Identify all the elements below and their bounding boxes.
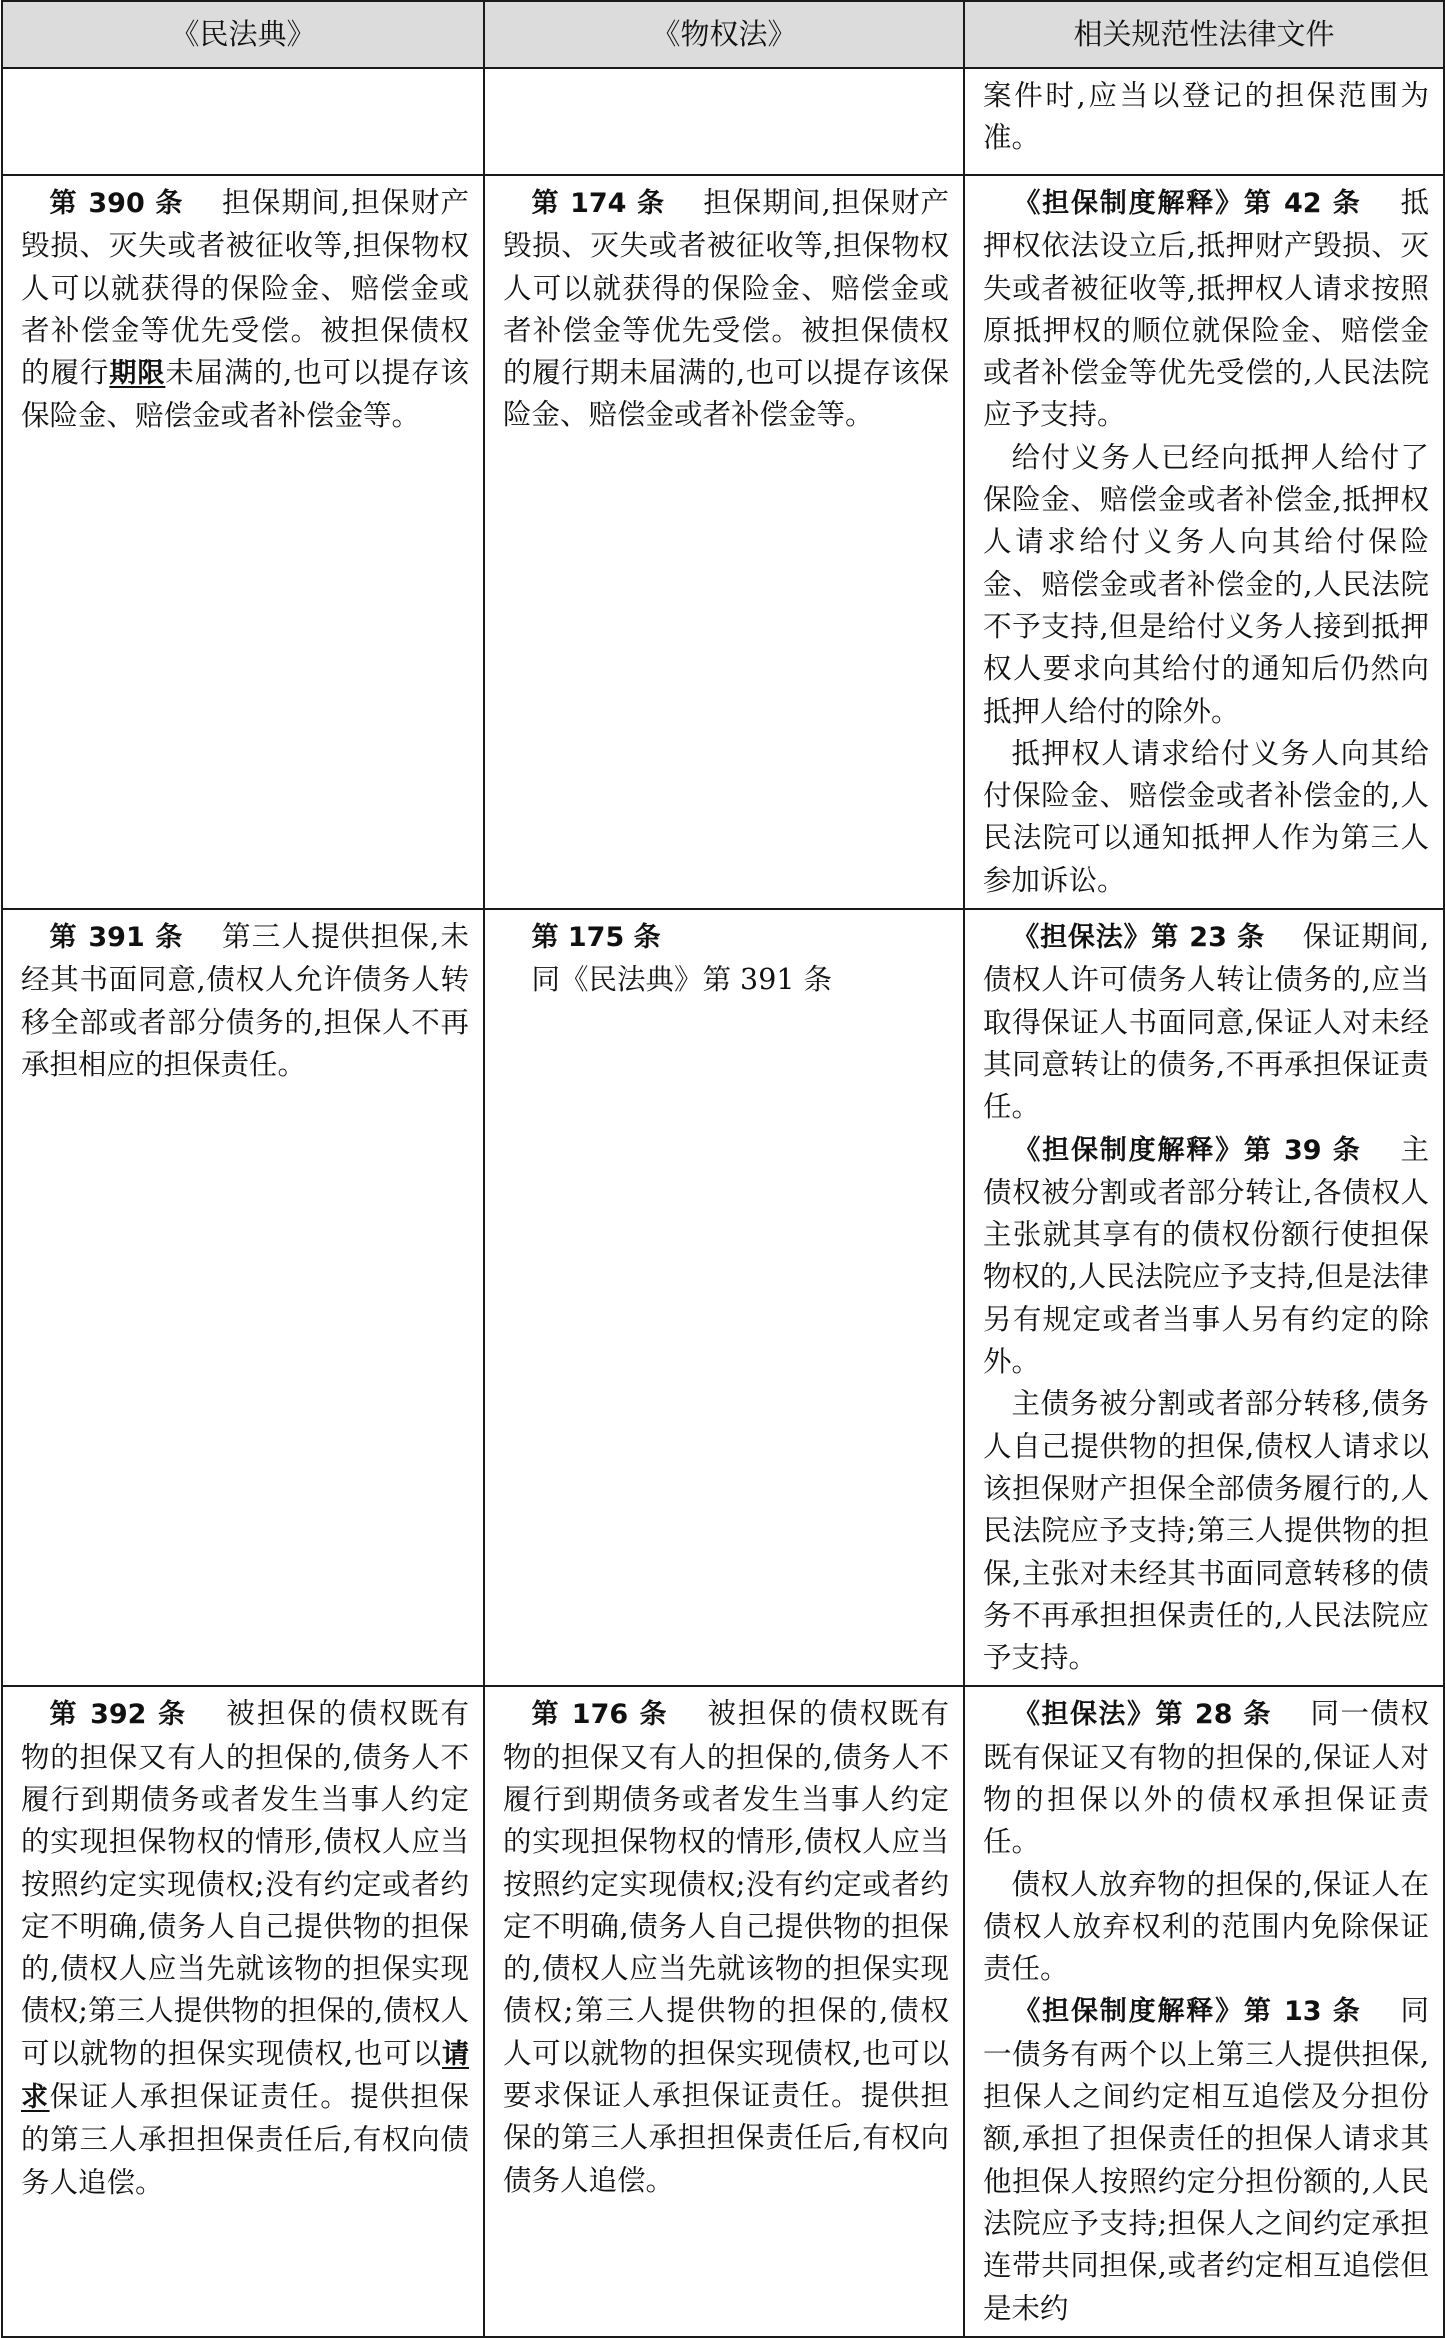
civil-code-cell [2,909,484,1686]
related-text: 保证期间,债权人许可债务人转让债务的,应当取得保证人书面同意,保证人对未经其同意转让的债务,不再承担保证责任。 [983,920,1430,1124]
article-text: 担保期间,担保财产毁损、灭失或者被征收等,担保物权人可以就获得的保险金、赔偿金或者补偿金等优先受偿。被担保债权的履行期未届满的,也可以提存该保险金、赔偿金或者补偿金等。 [503,186,949,432]
article-text: 被担保的债权既有物的担保又有人的担保的,债务人不履行到期债务或者发生当事人约定的实现担保物权的情形,债权人应当按照约定实现债权;没有约定或者约定不明确,债务人自己提供物的担保的,债权人应当先就该物的担保实现债权;第三人提供物的担保的,债权人可以就物的担保实现债权,也可以要求保证人承担保证责任。提供担保的第三人承担担保责任后,有权向债务人追偿。 [503,1697,949,2197]
property-law-cell [484,175,964,909]
header-related-documents: 相关规范性法律文件 [964,1,1444,68]
emphasized-term: 请求 [21,2038,469,2114]
article-number: 第 390 条 [49,188,184,219]
emphasized-term: 期限 [109,358,166,390]
related-documents-cell [964,68,1444,175]
related-article: 《担保法》第 28 条 [1011,1699,1272,1731]
related-text: 同一债权既有保证又有物的担保的,保证人对物的担保以外的债权承担保证责任。 [983,1697,1429,1859]
related-article: 《担保法》第 23 条 [1011,922,1265,954]
table-row [2,1686,1444,2336]
related-text: 给付义务人已经向抵押人给付了保险金、赔偿金或者补偿金,抵押权人请求给付义务人向其给付保险金、赔偿金或者补偿金的,人民法院不予支持,但是给付义务人接到抵押权人要求向其给付的通知后仍然向抵押人给付的除外。 [983,440,1429,728]
related-text: 主债权被分割或者部分转让,各债权人主张就其享有的债权份额行使担保物权的,人民法院应予支持,但是法律另有规定或者当事人另有约定的除外。 [983,1132,1429,1379]
related-article: 《担保制度解释》第 13 条 [1011,1996,1362,2028]
property-law-cell [484,909,964,1686]
civil-code-cell [2,175,484,909]
property-law-cell [484,68,964,175]
related-article: 《担保制度解释》第 39 条 [1011,1134,1362,1166]
related-text: 主债务被分割或者部分转移,债务人自己提供物的担保,债权人请求以该担保财产担保全部债务履行的,人民法院应予支持;第三人提供物的担保,主张对未经其书面同意转移的债务不再承担担保责任的,人民法院应予支持。 [983,1387,1429,1675]
article-number: 第 175 条 [531,922,661,954]
article-number: 第 174 条 [531,188,666,219]
article-text: 同《民法典》第 391 条 [531,963,833,997]
article-text: 未届满的,也可以提存该保险金、赔偿金或者补偿金等。 [21,356,470,433]
header-property-law: 《物权法》 [484,1,964,68]
table-row [2,909,1444,1686]
article-number: 第 392 条 [49,1699,188,1731]
article-text: 被担保的债权既有物的担保又有人的担保的,债务人不履行到期债务或者发生当事人约定的实现担保物权的情形,债权人应当按照约定实现债权;没有约定或者约定不明确,债务人自己提供物的担保的,债权人应当先就该物的担保实现债权;第三人提供物的担保的,债权人可以就物的担保实现债权,也可以 [21,1697,469,2070]
civil-code-cell [2,68,484,175]
related-text: 案件时,应当以登记的担保范围为准。 [983,79,1429,155]
article-number: 第 176 条 [531,1699,669,1731]
civil-code-cell [2,1686,484,2336]
table-row [2,68,1444,175]
related-text: 同一债务有两个以上第三人提供担保,担保人之间约定相互追偿及分担份额,承担了担保责任的担保人请求其他担保人按照约定分担份额的,人民法院应予支持;担保人之间约定承担连带共同担保,或者约定相互追偿但是未约 [983,1994,1429,2325]
header-civil-code: 《民法典》 [2,1,484,68]
related-article: 《担保制度解释》第 42 条 [1011,188,1362,219]
related-text: 抵押权依法设立后,抵押财产毁损、灭失或者被征收等,抵押权人请求按照原抵押权的顺位就保险金、赔偿金或者补偿金等优先受偿的,人民法院应予支持。 [983,186,1429,432]
law-comparison-table [1,0,1445,2338]
article-number: 第 391 条 [49,922,184,954]
header-row [2,1,1444,68]
article-text: 担保期间,担保财产毁损、灭失或者被征收等,担保物权人可以就获得的保险金、赔偿金或者补偿金等优先受偿。被担保债权的履行 [21,186,469,390]
property-law-cell [484,1686,964,2336]
article-text: 第三人提供担保,未经其书面同意,债权人允许债务人转移全部或者部分债务的,担保人不再承担相应的担保责任。 [21,920,469,1081]
related-documents-cell [964,175,1444,909]
related-text: 抵押权人请求给付义务人向其给付保险金、赔偿金或者补偿金的,人民法院可以通知抵押人作为第三人参加诉讼。 [983,736,1429,897]
article-text: 保证人承担保证责任。提供担保的第三人承担担保责任后,有权向债务人追偿。 [21,2080,469,2199]
related-documents-cell [964,909,1444,1686]
related-documents-cell [964,1686,1444,2336]
table-row [2,175,1444,909]
related-text: 债权人放弃物的担保的,保证人在债权人放弃权利的范围内免除保证责任。 [983,1867,1429,1986]
